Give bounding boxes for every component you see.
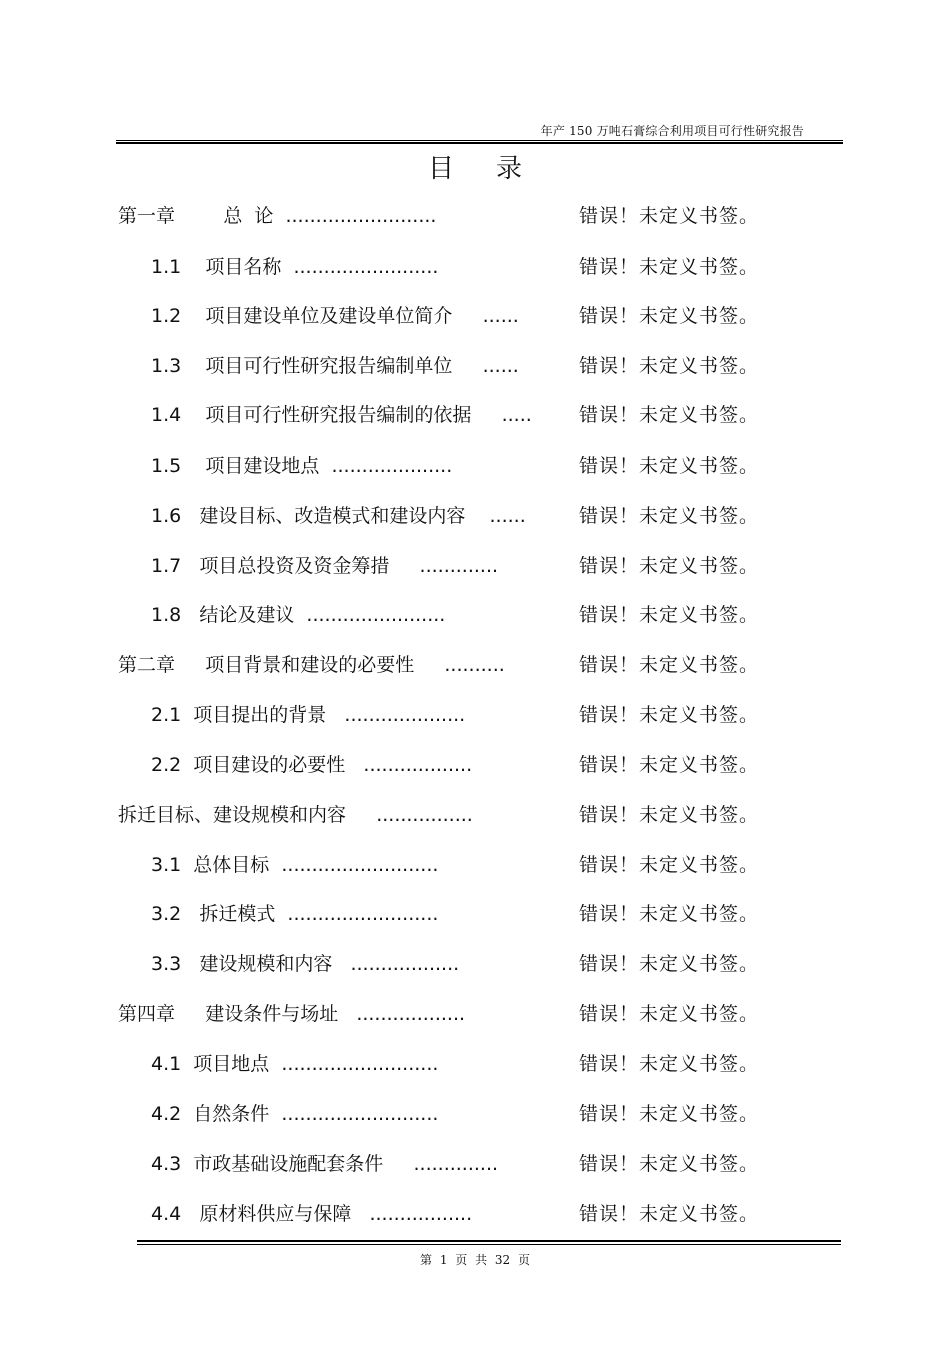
toc-entry[interactable] [0, 750, 950, 780]
toc-entry-error: 错误！未定义书签。 [579, 854, 760, 876]
toc-entry-error: 错误！未定义书签。 [579, 256, 760, 278]
toc-entry-label: 1.1 项目名称 ........................ [151, 256, 439, 278]
toc-entry-error: 错误！未定义书签。 [579, 804, 760, 826]
toc-entry-error: 错误！未定义书签。 [579, 1003, 760, 1025]
toc-entry-error: 错误！未定义书签。 [579, 505, 760, 527]
footer-rule-thick [137, 1240, 841, 1242]
toc-entry-label: 2.1 项目提出的背景 .................... [151, 704, 466, 726]
toc-entry-error: 错误！未定义书签。 [579, 455, 760, 477]
toc-entry-error: 错误！未定义书签。 [579, 1153, 760, 1175]
toc-entry-label: 3.1 总体目标 .......................... [151, 854, 439, 876]
toc-entry[interactable] [0, 201, 950, 231]
toc-entry-label: 拆迁目标、建设规模和内容 ................ [118, 804, 473, 826]
toc-entry-label: 第一章 总 论 ......................... [118, 205, 437, 227]
toc-entry-label: 4.3 市政基础设施配套条件 .............. [151, 1153, 499, 1175]
toc-entry-error: 错误！未定义书签。 [579, 555, 760, 577]
toc-entry-label: 3.2 拆迁模式 ......................... [151, 903, 439, 925]
toc-entry[interactable] [0, 1199, 950, 1229]
toc-entry[interactable] [0, 899, 950, 929]
toc-entry-error: 错误！未定义书签。 [579, 604, 760, 626]
toc-entry[interactable] [0, 850, 950, 880]
running-header: 年产 150 万吨石膏综合利用项目可行性研究报告 [540, 124, 804, 138]
toc-entry[interactable] [0, 301, 950, 331]
toc-entry[interactable] [0, 1099, 950, 1129]
toc-entry[interactable] [0, 999, 950, 1029]
toc-entry[interactable] [0, 1049, 950, 1079]
toc-entry-error: 错误！未定义书签。 [579, 903, 760, 925]
toc-entry-error: 错误！未定义书签。 [579, 305, 760, 327]
toc-entry[interactable] [0, 400, 950, 430]
toc-entry-error: 错误！未定义书签。 [579, 654, 760, 676]
toc-entry-error: 错误！未定义书签。 [579, 1203, 760, 1225]
toc-entry-error: 错误！未定义书签。 [579, 205, 760, 227]
toc-entry-label: 第四章 建设条件与场址 .................. [118, 1003, 466, 1025]
toc-entry-label: 1.8 结论及建议 ....................... [151, 604, 446, 626]
toc-entry[interactable] [0, 949, 950, 979]
toc-entry[interactable] [0, 351, 950, 381]
toc-entry[interactable] [0, 800, 950, 830]
toc-entry-label: 第二章 项目背景和建设的必要性 .......... [118, 654, 505, 676]
toc-entry-label: 1.5 项目建设地点 .................... [151, 455, 453, 477]
toc-entry-error: 错误！未定义书签。 [579, 704, 760, 726]
toc-entry-label: 1.7 项目总投资及资金筹措 ............. [151, 555, 499, 577]
toc-entry-label: 4.2 自然条件 .......................... [151, 1103, 439, 1125]
toc-entry[interactable] [0, 252, 950, 282]
toc-entry-error: 错误！未定义书签。 [579, 355, 760, 377]
toc-entry-error: 错误！未定义书签。 [579, 953, 760, 975]
toc-entry-label: 1.2 项目建设单位及建设单位简介 ...... [151, 305, 519, 327]
toc-entry[interactable] [0, 451, 950, 481]
toc-entry[interactable] [0, 700, 950, 730]
toc-entry[interactable] [0, 650, 950, 680]
page-number: 第 1 页 共 32 页 [420, 1253, 530, 1267]
toc-title: 目录 [427, 154, 564, 184]
toc-entry[interactable] [0, 501, 950, 531]
toc-entry[interactable] [0, 1149, 950, 1179]
header-rule-thin [116, 140, 843, 141]
toc-entry[interactable] [0, 551, 950, 581]
toc-entry-label: 1.4 项目可行性研究报告编制的依据 ..... [151, 404, 532, 426]
toc-entry-error: 错误！未定义书签。 [579, 1053, 760, 1075]
toc-entry-error: 错误！未定义书签。 [579, 754, 760, 776]
toc-entry-label: 1.3 项目可行性研究报告编制单位 ...... [151, 355, 519, 377]
toc-entry-label: 4.1 项目地点 .......................... [151, 1053, 439, 1075]
toc-entry-label: 3.3 建设规模和内容 .................. [151, 953, 460, 975]
toc-entry-label: 1.6 建设目标、改造模式和建设内容 ...... [151, 505, 526, 527]
toc-entry-label: 2.2 项目建设的必要性 .................. [151, 754, 473, 776]
header-rule-thick [116, 142, 843, 144]
toc-entry-error: 错误！未定义书签。 [579, 1103, 760, 1125]
toc-entry-error: 错误！未定义书签。 [579, 404, 760, 426]
toc-entry-label: 4.4 原材料供应与保障 ................. [151, 1203, 473, 1225]
footer-rule-thin [137, 1244, 841, 1245]
toc-entry[interactable] [0, 600, 950, 630]
